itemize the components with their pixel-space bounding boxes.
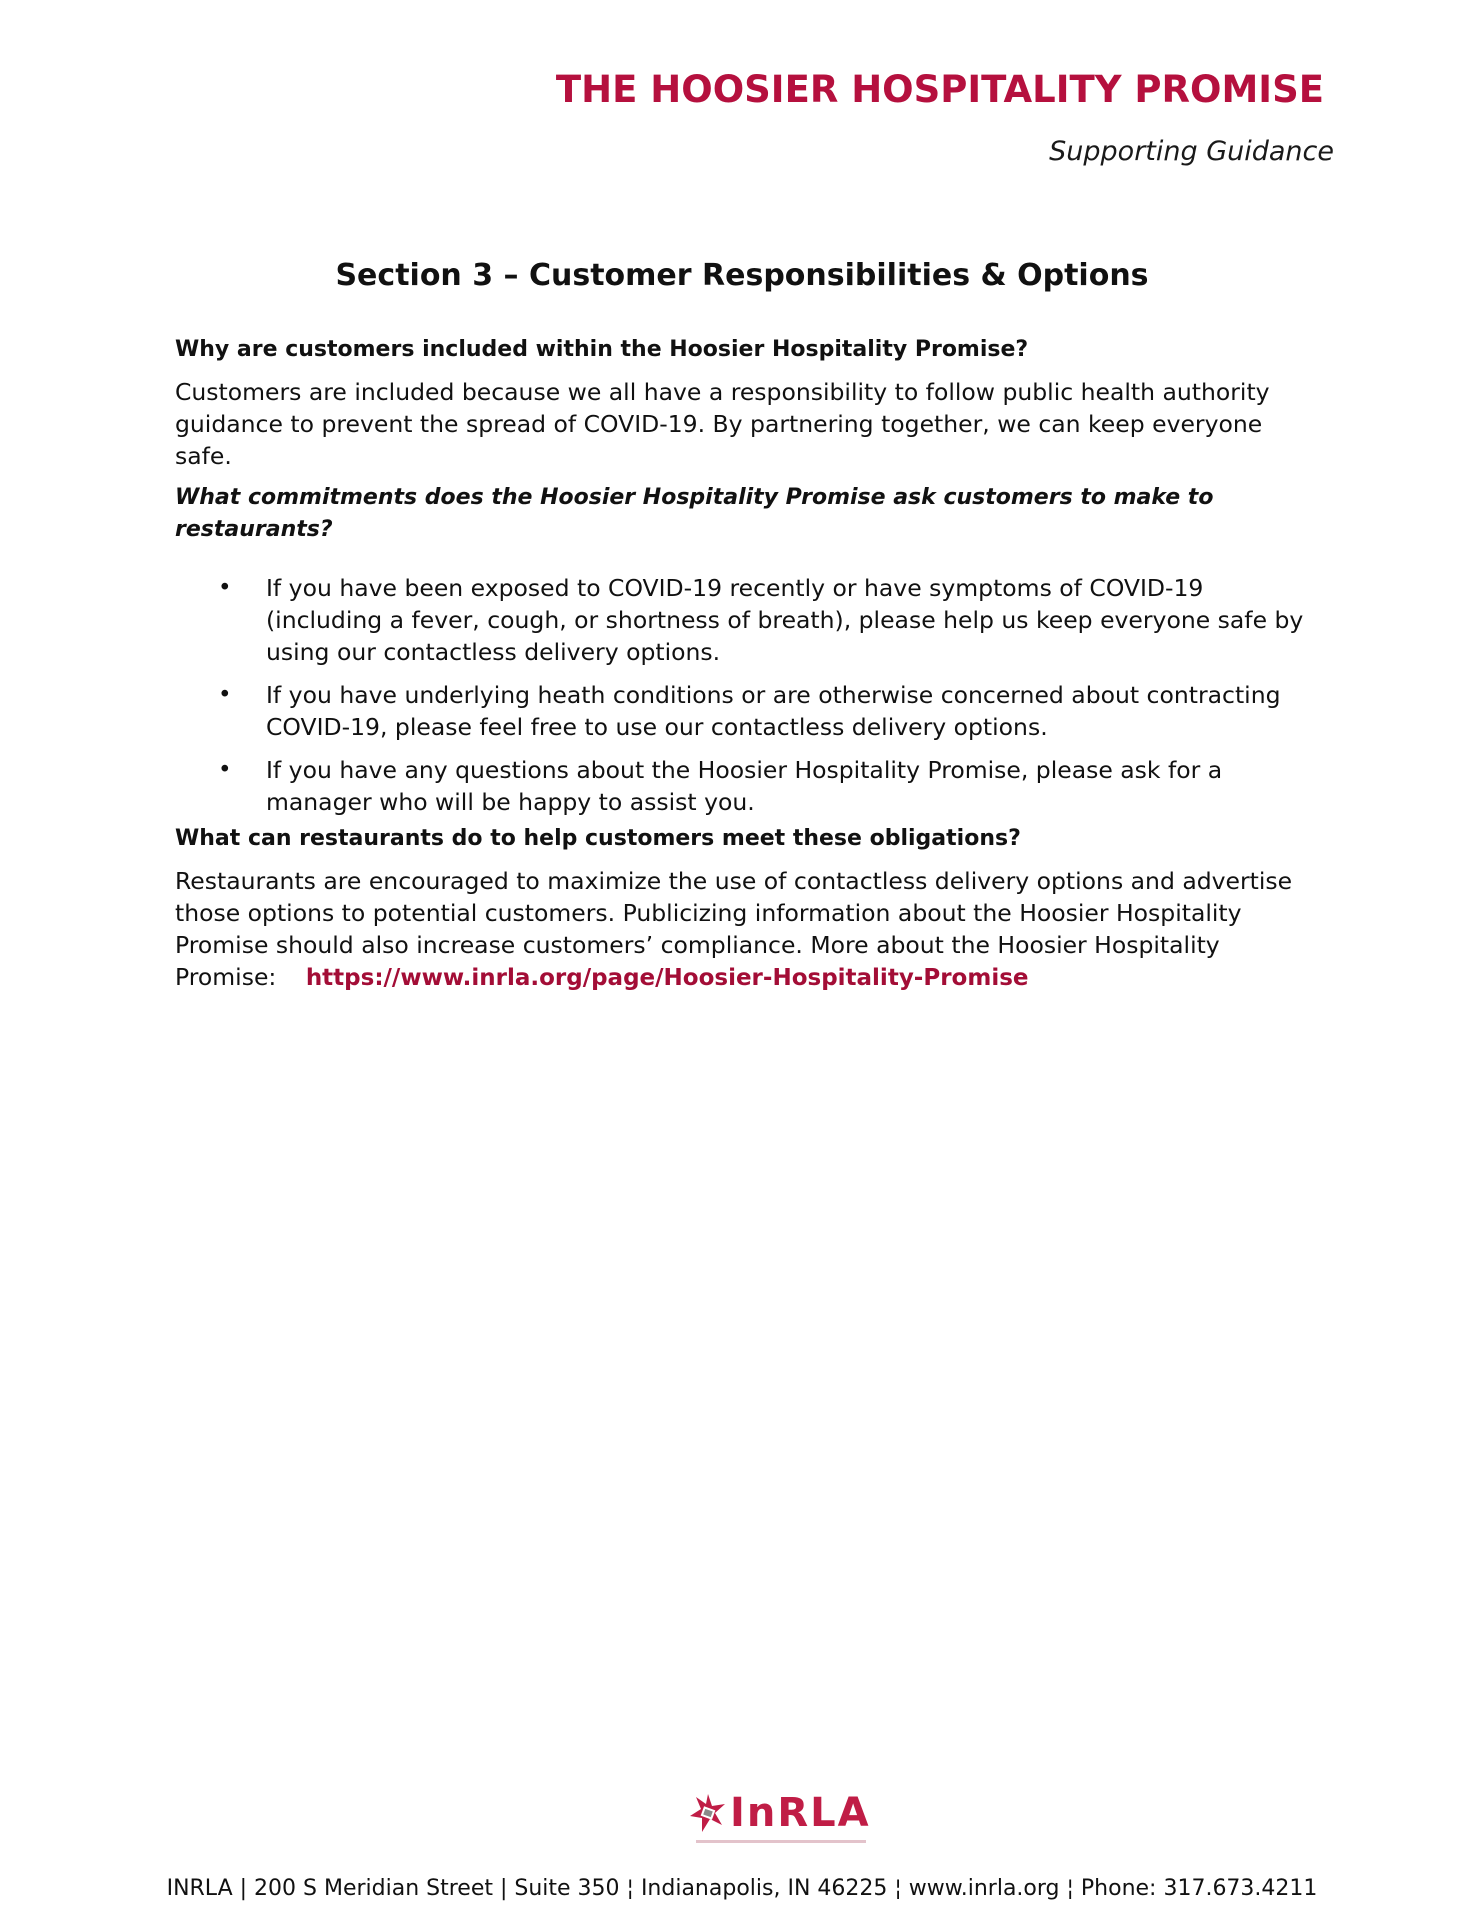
list-item	[175, 679, 1315, 743]
question-1: Why are customers included within the Hoosier Hospitality Promise?	[175, 337, 1029, 362]
answer-3: Restaurants are encouraged to maximize the use of contactless delivery options and advertise those options to potential customers. Publicizing information about the Hoosier Hospitality Promise should also increase customers’ compliance. More about the Hoosier Hospitality	[175, 867, 1293, 959]
section-heading: Section 3 – Customer Responsibilities & Options	[335, 258, 1149, 293]
list-item-text: If you have any questions about the Hoosier Hospitality Promise, please ask for a manager who will be happy to assist you.	[266, 756, 1223, 816]
document-title: THE HOOSIER HOSPITALITY PROMISE	[555, 68, 1324, 111]
question-2: What commitments does the Hoosier Hospitality Promise ask customers to make to restaurants?	[175, 485, 1214, 542]
logo-text: InRLA	[730, 1790, 871, 1836]
bullet-icon: •	[218, 575, 232, 601]
document-subtitle: Supporting Guidance	[1049, 136, 1334, 167]
list-item-text: If you have been exposed to COVID-19 recently or have symptoms of COVID-19 (including a fever, cough, or shortness of breath), please help us keep everyone safe by using our contactless delivery options.	[266, 574, 1304, 666]
answer-1: Customers are included because we all have a responsibility to follow public health authority guidance to prevent the spread of COVID-19. By partnering together, we can keep everyone safe.	[175, 378, 1270, 470]
bullet-icon: •	[218, 757, 232, 783]
question-3: What can restaurants do to help customers meet these obligations?	[175, 826, 1021, 851]
list-item-text: If you have underlying heath conditions or are otherwise concerned about contracting COVID-19, please feel free to use our contactless delivery options.	[266, 681, 1281, 741]
promise-link[interactable]: https://www.inrla.org/page/Hoosier-Hospitality-Promise	[305, 965, 1029, 991]
logo-tagline-line	[696, 1840, 866, 1843]
link-prefix: Promise:	[175, 963, 277, 991]
bullet-icon: •	[218, 682, 232, 708]
inrla-logo	[686, 1790, 876, 1850]
star-burst-icon	[688, 1792, 728, 1836]
footer-address: INRLA | 200 S Meridian Street | Suite 350 ¦ Indianapolis, IN 46225 ¦ www.inrla.org ¦ Phone: 317.673.4211	[166, 1876, 1318, 1901]
list-item	[175, 572, 1315, 668]
list-item	[175, 754, 1315, 818]
commitments-list	[175, 572, 1315, 818]
document-body	[175, 334, 1315, 994]
link-row	[175, 961, 1315, 994]
